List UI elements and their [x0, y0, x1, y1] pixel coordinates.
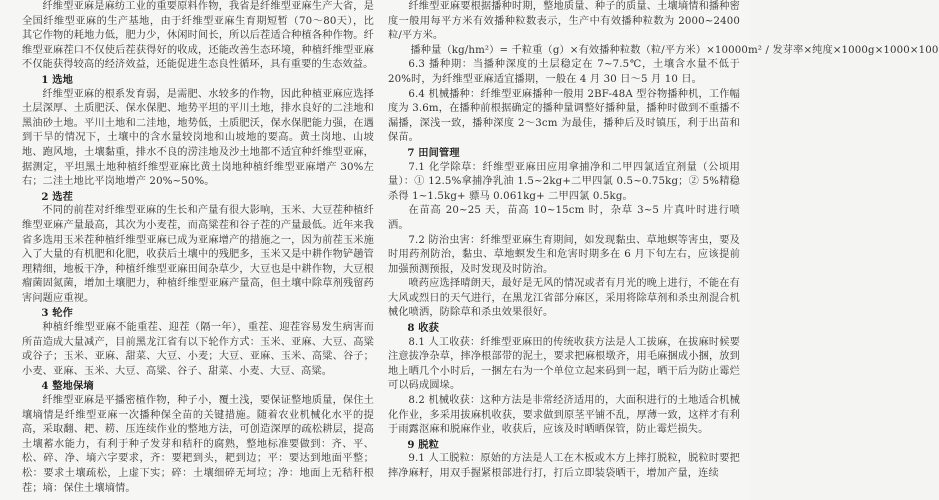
formula-line: 播种量（kg/hm²）= 千粒重（g）×有效播种粒数（粒/平方米）×10000m² / 发芽率×纯度×1000g×1000×100 [410, 44, 939, 56]
paragraph: 6.4 机械播种：纤维型亚麻播种一般用 2BF-48A 型谷物播种机，工作幅度为 3.6m，在播种前根据确定的播种量调整好播种量，播种时做到不重播不漏播，深浅一致，播种深度 2～3cm 为最佳，播种后及时镇压，利于出苗和保苗。 [388, 88, 740, 144]
paragraph: 种植纤维型亚麻不能重茬、迎茬（隔一年），重茬、迎茬容易发生病害而所苗造成大量减产，目前黑龙江省有以下轮作方式：玉米、亚麻、大豆、高粱或谷子；玉米、亚麻、甜菜、大豆、小麦；大豆、亚麻、玉米、高粱、谷子；小麦、亚麻、玉米、大豆、高粱、谷子、甜菜、小麦、大豆、高粱。 [22, 322, 374, 377]
paragraph: 8.2 机械收获：这种方法是非常经济适用的，大面积进行的土地适合机械化作业，多采用拔麻机收获，要求做到原茎平铺不乱，厚薄一致，这样才有利于雨露沤麻和脱麻作业，收获后，应该及时晒晒保管，防止霉烂损失。 [388, 395, 740, 436]
right-text-column [388, 0, 939, 500]
section-heading: 8 收获 [407, 322, 439, 335]
section-heading: 2 选茬 [41, 190, 73, 203]
paragraph: 纤维型亚麻要根据播种时期，整地质量、种子的质量、土壤墒情和播种密度一般用每平方米有效播种粒数表示，生产中有效播种粒数为 2000~2400 粒/平方米。 [388, 1, 740, 42]
section-heading: 9 脱粒 [407, 438, 439, 451]
section-heading: 3 轮作 [41, 307, 73, 320]
section-heading: 7 田间管理 [407, 146, 460, 159]
paragraph: 不同的前茬对纤维型亚麻的生长和产量有很大影响，玉米、大豆茬种植纤维型亚麻产量最高，其次为小麦茬，而高粱茬和谷子茬的产量最低。近年来我省多选用玉米茬种植纤维型亚麻已成为亚麻增产的措施之一，因为前茬玉米施入了大量的有机肥和化肥，收获后土壤中的残肥多，玉米又是中耕作物铲趟管理精细，地板干净，种植纤维型亚麻田间杂草少，大豆也是中耕作物，大豆根瘤菌固氮菌，增加土壤肥力，种植纤维型亚麻产量高，但土壤中除草剂残留药害问题应重视。 [22, 205, 374, 304]
paragraph: 6.3 播种期：当播种深度的土层稳定在 7~7.5℃，土壤含水量不低于 20%时，为纤维型亚麻适宜播期，一般在 4 月 30 日～5 月 10 日。 [388, 59, 740, 85]
paragraph: 纤维型亚麻的根系发育弱，是需肥、水较多的作物，因此种植亚麻应选择土层深厚、土质肥沃、保水保肥、地势平坦的平川土地，排水良好的二洼地和黑油砂土地。平川土地和二洼地，地势低，土质肥沃，保水保肥能力强，在遇到干旱的情况下，土壤中的含水量较岗地和山坡地的要高。黄土岗地、山坡地、跑风地，土壤黏重，排水不良的涝洼地及沙土地都不适宜种纤维型亚麻，据测定，平坦黑土地种植纤维型亚麻比黄土岗地种植纤维型亚麻增产 30%左右；二洼土地比平岗地增产 20%~50%。 [22, 88, 374, 188]
left-text-column [22, 0, 374, 500]
paragraph: 7.2 防治虫害：纤维型亚麻生育期间，如发现黏虫、草地螟等害虫，要及时用药剂防治，黏虫、草地螟发生和危害时期多在 6 月下旬左右，应该提前加强预测预报，及时发现及时防治。 [388, 234, 740, 275]
paragraph: 7.1 化学除草：纤维型亚麻田应用拿捕净和二甲四氯适宜剂量（公顷用量）：① 12.5%拿捕净乳油 1.5~2kg+二甲四氯 0.5~0.75kg；② 5%精稳杀得 1~1.5kg+ 骠马 0.061kg+ 二甲四氯 0.5kg。 [388, 161, 740, 202]
paragraph: 在苗高 20~25 天，苗高 10~15cm 时，杂草 3~5 片真叶时进行喷洒。 [388, 205, 740, 231]
paragraph: 纤维型亚麻是平播密植作物，种子小，覆土浅，要保证整地质量，保住土壤墒情是纤维型亚麻一次播种保全苗的关键措施。随着农业机械化水平的提高，采取翻、耙、耢、压连续作业的整地方法，可创造深厚的疏松耕层，提高土壤蓄水能力，有利于种子发芽和秸秆的腐熟，整地标准要做到：齐、平、松、碎、净、墒六字要求，齐：要耙到头，耙到边；平：要达到地面平整；松：要求土壤疏松，上虚下实；碎：土壤细碎无坷垃；净：地面上无秸秆根茬；墒：保住土壤墒情。 [22, 395, 374, 494]
section-heading: 4 整地保墒 [41, 380, 94, 393]
paragraph: 喷药应选择晴朗天，最好是无风的情况或者有月光的晚上进行，不能在有大风或烈日的天气进行，在黑龙江省部分麻区，采用将除草剂和杀虫剂混合机械化喷洒，防除草和杀虫效果很好。 [388, 278, 740, 319]
section-heading: 1 选地 [41, 73, 73, 86]
paragraph: 纤维型亚麻是麻纺工业的重要原料作物，我省是纤维型亚麻生产大省，是全国纤维型亚麻的生产基地，由于纤维型亚麻生育期短暂（70～80天），比其它作物的耗地力低，肥力少，休闲时间长，所以后茬适合种植各种作物。纤维型亚麻茬口不仅使后茬获得好的收成，还能改善生态环境，种植纤维型亚麻不仅能获得较高的经济效益，还能促进生态良性循环，具有重要的生态效益。 [22, 1, 374, 71]
paragraph: 8.1 人工收获：纤维型亚麻田的传统收获方法是人工拔麻，在拔麻时候要注意拔净杂草，摔净根部带的泥土，要求把麻根墩齐，用毛麻捆成小捆，放到地上晒几个小时后，一捆左右为一个单位立起来码到一起，晒干后为防止霉烂可以码成圆垛。 [388, 336, 740, 392]
paragraph: 9.1 人工脱粒：原始的方法是人工在木板或木方上摔打脱粒，脱粒时要把摔净麻籽，用双手握紧根部进行打，打后立即装袋晒干，增加产量，连续 [388, 453, 740, 479]
